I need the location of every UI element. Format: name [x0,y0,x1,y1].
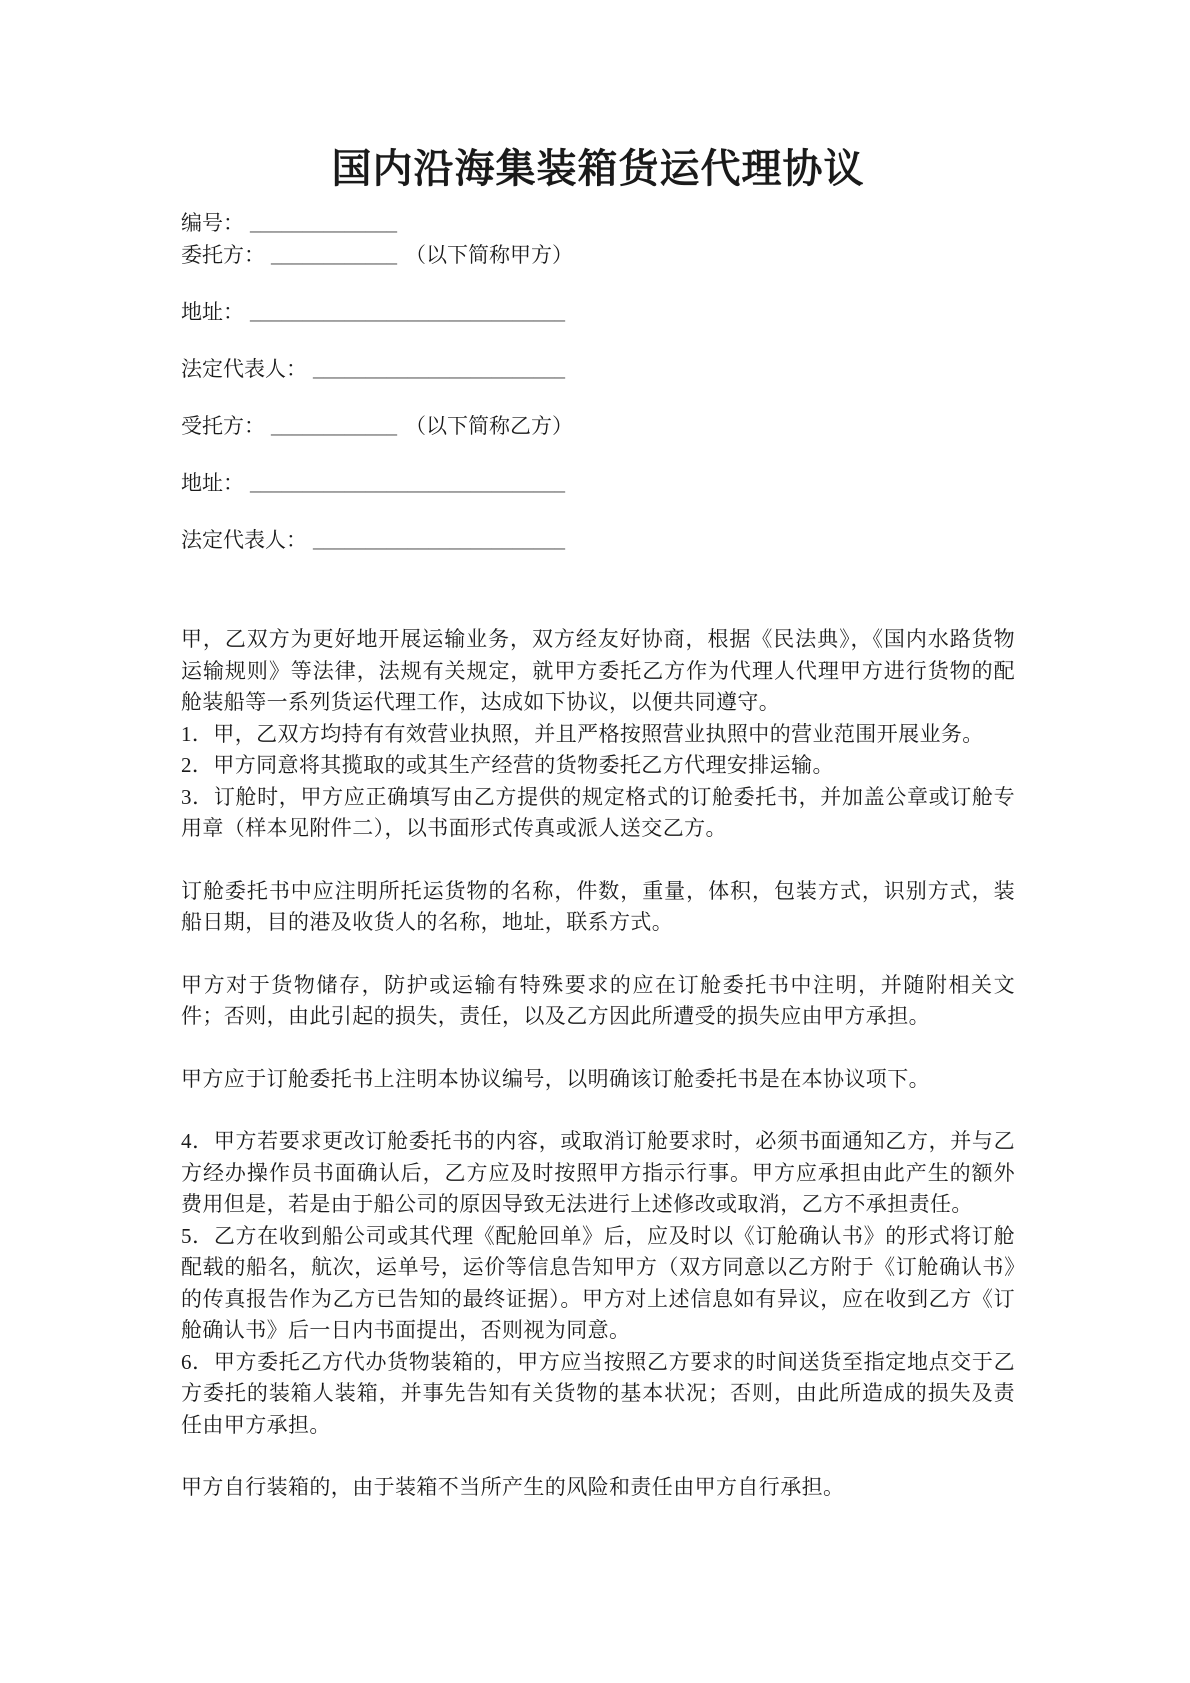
page-title: 国内沿海集装箱货运代理协议 [331,146,865,191]
field-blank-line: ____________ [271,414,397,438]
paragraph-clause-3: 3．订舱时，甲方应正确填写由乙方提供的规定格式的订舱委托书，并加盖公章或订舱专用章（样本见附件二），以书面形式传真或派人送交乙方。 [181,784,1015,840]
field-label: 地址： [181,300,244,324]
field-line-address-b [181,467,1015,499]
paragraph-booking-note-contents: 订舱委托书中应注明所托运货物的名称，件数，重量，体积，包装方式，识别方式，装船日期，目的港及收货人的名称，地址，联系方式。 [181,878,1015,934]
field-line-agent [181,410,1015,442]
field-label: 受托方： [181,414,265,438]
field-line-address-a [181,296,1015,328]
paragraph-special-requirements: 甲方对于货物储存，防护或运输有特殊要求的应在订舱委托书中注明，并随附相关文件；否则，由此引起的损失，责任，以及乙方因此所遭受的损失应由甲方承担。 [181,972,1015,1028]
contract-body [181,624,1015,1504]
paragraph-clause-5: 5．乙方在收到船公司或其代理《配舱回单》后，应及时以《订舱确认书》的形式将订舱配载的船名，航次，运单号，运价等信息告知甲方（双方同意以乙方附于《订舱确认书》的传真报告作为乙方已告知的最终证据）。甲方对上述信息如有异议，应在收到乙方《订舱确认书》后一日内书面提出，否则视为同意。 [181,1223,1015,1342]
paragraph-preamble: 甲，乙双方为更好地开展运输业务，双方经友好协商，根据《民法典》，《国内水路货物运输规则》等法律，法规有关规定，就甲方委托乙方作为代理人代理甲方进行货物的配舱装船等一系列货运代理工作，达成如下协议，以便共同遵守。 [181,627,1015,714]
field-label: 法定代表人： [181,357,307,381]
paragraph-agreement-number-note: 甲方应于订舱委托书上注明本协议编号，以明确该订舱委托书是在本协议项下。 [181,1066,930,1091]
field-blank-line: ______________________________ [250,300,565,324]
field-suffix: （以下简称甲方） [405,243,573,267]
paragraph-clause-2: 2．甲方同意将其揽取的或其生产经营的货物委托乙方代理安排运输。 [181,753,834,777]
field-blank-line: ________________________ [313,528,565,552]
paragraph-clause-6: 6．甲方委托乙方代办货物装箱的，甲方应当按照乙方要求的时间送货至指定地点交于乙方委托的装箱人装箱，并事先告知有关货物的基本状况；否则，由此所造成的损失及责任由甲方承担。 [181,1349,1015,1437]
header-fields [181,207,1015,556]
field-blank-line: ______________________________ [250,471,565,495]
field-blank-line: ______________ [250,211,397,235]
paragraph-self-packing-note: 甲方自行装箱的，由于装箱不当所产生的风险和责任由甲方自行承担。 [181,1475,845,1499]
field-line-legal-rep-b [181,524,1015,556]
field-label: 委托方： [181,243,265,267]
paragraph-clause-4: 4．甲方若要求更改订舱委托书的内容，或取消订舱要求时，必须书面通知乙方，并与乙方经办操作员书面确认后，乙方应及时按照甲方指示行事。甲方应承担由此产生的额外费用但是，若是由于船公司的原因导致无法进行上述修改或取消，乙方不承担责任。 [181,1129,1015,1216]
field-label: 地址： [181,471,244,495]
field-line-legal-rep-a [181,353,1015,385]
field-blank-line: ________________________ [313,357,565,381]
field-blank-line: ____________ [271,243,397,267]
field-line-principal [181,239,1015,271]
contract-content [181,146,1015,1504]
paragraph-clause-1: 1．甲，乙双方均持有有效营业执照，并且严格按照营业执照中的营业范围开展业务。 [181,721,984,746]
field-suffix: （以下简称乙方） [405,414,573,438]
field-label: 编号： [181,211,244,235]
field-label: 法定代表人： [181,528,307,552]
field-line-number [181,207,1015,239]
